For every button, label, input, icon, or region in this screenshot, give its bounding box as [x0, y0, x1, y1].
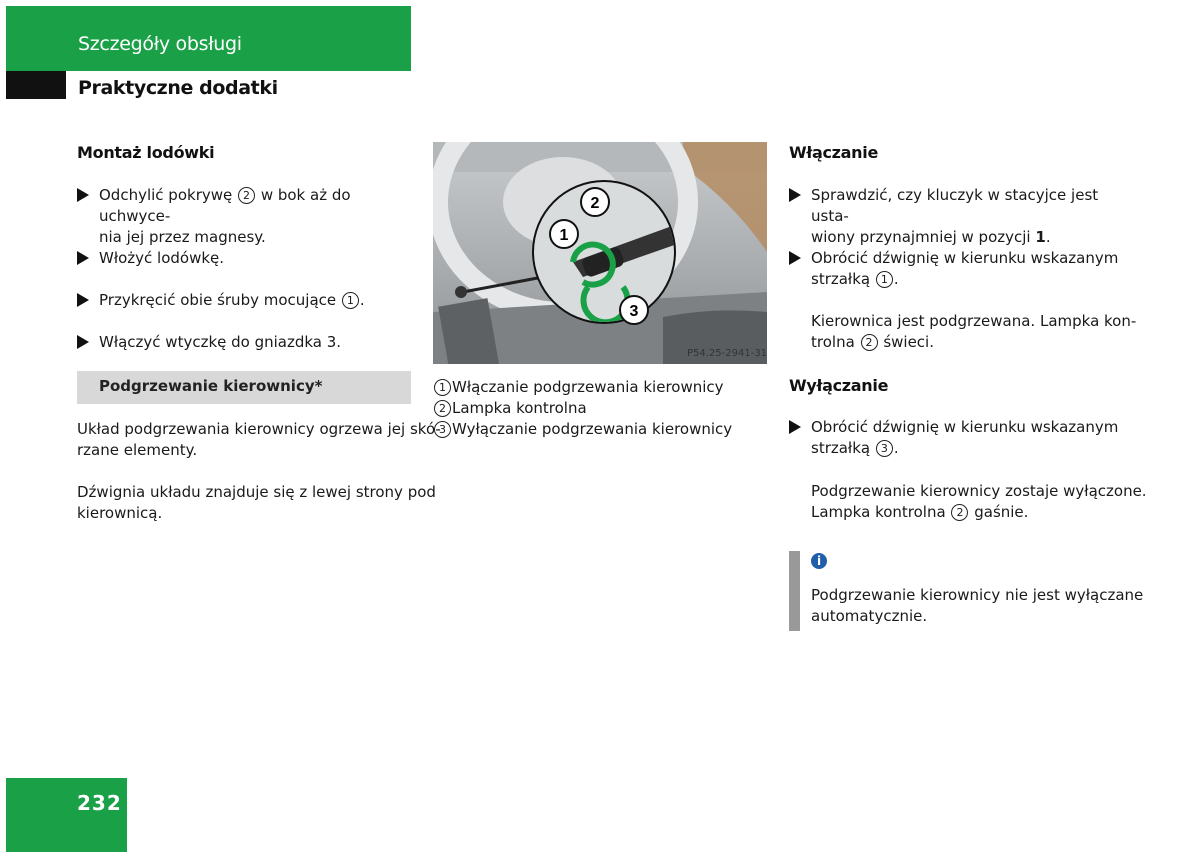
on-heading: Włączanie [789, 143, 879, 162]
heating-heading: Podgrzewanie kierownicy* [99, 377, 323, 395]
bullet-arrow-icon [77, 188, 89, 202]
info-note-bar [789, 551, 800, 631]
info-note-text: Podgrzewanie kierownicy nie jest wyłączane automatycznie. [811, 586, 1144, 625]
figure-code: P54.25-2941-31 [687, 348, 768, 359]
steering-lever-illustration [433, 142, 767, 364]
callout-3-label: 3 [629, 303, 639, 320]
caption-2: 2 Lampka kontrolna [433, 398, 732, 419]
fridge-step-2: Włożyć lodówkę. [77, 248, 224, 269]
on-step-1: Sprawdzić, czy kluczyk w stacyjce jest usta- wiony przynajmniej w pozycji 1. [789, 185, 1129, 248]
bullet-arrow-icon [77, 251, 89, 265]
caption-3: 3 Wyłączanie podgrzewania kierownicy [433, 419, 732, 440]
caption-1: 1 Włączanie podgrzewania kierownicy [433, 377, 732, 398]
callout-ref: 2 [238, 187, 255, 204]
fridge-step-3: Przykręcić obie śruby mocujące 1 . [77, 290, 365, 311]
bullet-arrow-icon [789, 251, 801, 265]
off-note: Podgrzewanie kierownicy zostaje wyłączone. Lampka kontrolna 2 gaśnie. [811, 482, 1147, 521]
on-note: Kierownica jest podgrzewana. Lampka kon- trolna 2 świeci. [811, 312, 1137, 351]
page-number-box [6, 778, 127, 852]
off-heading: Wyłączanie [789, 376, 889, 395]
bullet-arrow-icon [77, 293, 89, 307]
callout-ref: 1 [342, 292, 359, 309]
callout-2-label: 2 [590, 195, 600, 212]
info-icon: i [811, 553, 827, 569]
bullet-arrow-icon [789, 420, 801, 434]
fridge-step-4: Włączyć wtyczkę do gniazdka 3. [77, 332, 341, 353]
figure-captions [433, 377, 732, 440]
header-black-tab [6, 71, 66, 99]
callout-1-label: 1 [559, 227, 569, 244]
fridge-step-1: Odchylić pokrywę 2 w bok aż do uchwyce- nia jej przez magnesy. [77, 185, 417, 248]
fridge-heading: Montaż lodówki [77, 143, 215, 162]
section-title: Szczegóły obsługi [78, 33, 242, 55]
bullet-arrow-icon [77, 335, 89, 349]
page-number: 232 [77, 791, 122, 815]
off-step: Obrócić dźwignię w kierunku wskazanym strzałką 3 . [789, 417, 1129, 459]
heating-paragraph-1: Układ podgrzewania kierownicy ogrzewa jej skó- rzane elementy. [77, 420, 441, 459]
subsection-title: Praktyczne dodatki [78, 77, 278, 99]
bullet-arrow-icon [789, 188, 801, 202]
on-step-2: Obrócić dźwignię w kierunku wskazanym strzałką 1 . [789, 248, 1129, 290]
heating-paragraph-2: Dźwignia układu znajduje się z lewej strony pod kierownicą. [77, 483, 436, 522]
